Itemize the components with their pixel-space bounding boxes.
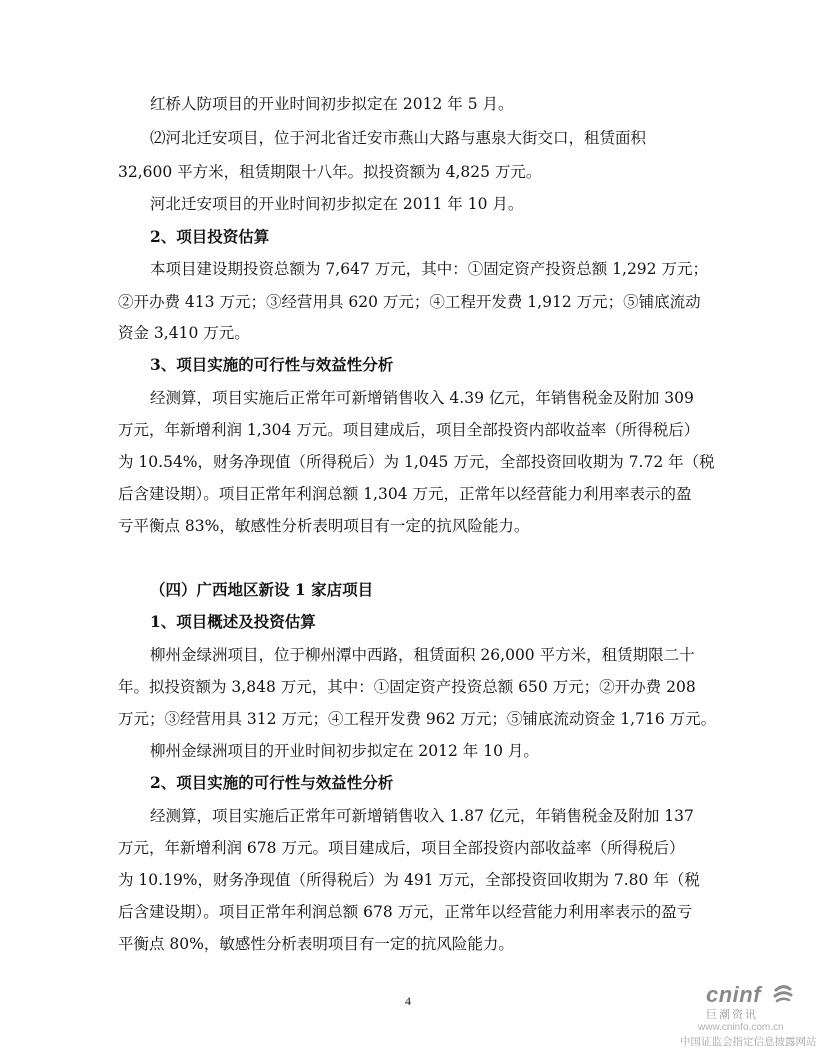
- section-heading: 2、项目投资估算: [150, 227, 270, 246]
- paragraph-line: 本项目建设期投资总额为 7,647 万元，其中：①固定资产投资总额 1,292 万元；: [150, 260, 708, 278]
- logo-swirl-icon: [772, 984, 794, 1004]
- paragraph-line: 柳州金绿洲项目，位于柳州潭中西路，租赁面积 26,000 平方米，租赁期限二十: [150, 646, 695, 664]
- paragraph-line: 32,600 平方米，租赁期限十八年。拟投资额为 4,825 万元。: [118, 163, 542, 181]
- paragraph-line: 经测算，项目实施后正常年可新增销售收入 4.39 亿元，年销售税金及附加 309: [150, 389, 694, 407]
- logo-slogan: 中国证监会指定信息披露网站: [680, 1036, 816, 1048]
- paragraph-line: ②开办费 413 万元；③经营用具 620 万元；④工程开发费 1,912 万元；⑤铺底流动: [118, 293, 701, 311]
- logo-chinese-name: 巨潮资讯: [706, 1008, 758, 1021]
- paragraph-line: 河北迁安项目的开业时间初步拟定在 2011 年 10 月。: [150, 195, 524, 213]
- page-number: 4: [405, 994, 411, 1008]
- section-heading: 3、项目实施的可行性与效益性分析: [150, 355, 394, 374]
- cninfo-logo[interactable]: [680, 982, 816, 1052]
- section-heading: 2、项目实施的可行性与效益性分析: [150, 773, 394, 792]
- paragraph-line: 资金 3,410 万元。: [118, 324, 250, 342]
- paragraph-line: 万元；③经营用具 312 万元；④工程开发费 962 万元；⑤铺底流动资金 1,716 万元。: [118, 710, 717, 728]
- paragraph-line: 为 10.54%，财务净现值（所得税后）为 1,045 万元，全部投资回收期为 7.72 年（税: [118, 453, 715, 471]
- paragraph-line: 平衡点 80%，敏感性分析表明项目有一定的抗风险能力。: [118, 935, 514, 953]
- paragraph-line: 柳州金绿洲项目的开业时间初步拟定在 2012 年 10 月。: [150, 742, 539, 760]
- paragraph-line: 万元，年新增利润 678 万元。项目建成后，项目全部投资内部收益率（所得税后）: [118, 839, 685, 857]
- logo-url[interactable]: www.cninfo.com.cn: [698, 1022, 784, 1033]
- section-heading: 1、项目概述及投资估算: [150, 612, 316, 631]
- logo-wordmark: cninf: [706, 982, 762, 1007]
- paragraph-line: 后含建设期）。项目正常年利润总额 678 万元，正常年以经营能力利用率表示的盈亏: [118, 903, 693, 921]
- paragraph-line: 经测算，项目实施后正常年可新增销售收入 1.87 亿元，年销售税金及附加 137: [150, 807, 694, 825]
- paragraph-line: 万元，年新增利润 1,304 万元。项目建成后，项目全部投资内部收益率（所得税后）: [118, 421, 700, 439]
- paragraph-line: 为 10.19%，财务净现值（所得税后）为 491 万元，全部投资回收期为 7.80 年（税: [118, 871, 700, 889]
- paragraph-line: 红桥人防项目的开业时间初步拟定在 2012 年 5 月。: [150, 95, 514, 113]
- paragraph-line: ⑵河北迁安项目，位于河北省迁安市燕山大路与惠泉大街交口，租赁面积: [150, 129, 647, 147]
- chapter-heading: （四）广西地区新设 1 家店项目: [150, 580, 374, 599]
- paragraph-line: 亏平衡点 83%，敏感性分析表明项目有一定的抗风险能力。: [118, 517, 530, 535]
- paragraph-line: 后含建设期）。项目正常年利润总额 1,304 万元，正常年以经营能力利用率表示的盈: [118, 485, 692, 503]
- paragraph-line: 年。拟投资额为 3,848 万元，其中：①固定资产投资总额 650 万元；②开办费 208: [118, 678, 696, 696]
